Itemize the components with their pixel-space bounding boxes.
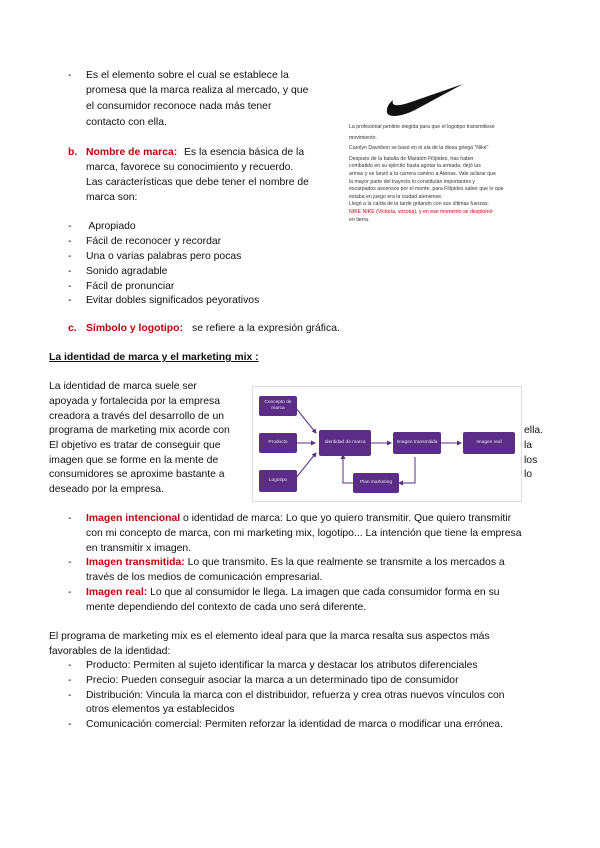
section-heading: La identidad de marca y el marketing mix : xyxy=(49,352,259,363)
section-title: Nombre de marca: xyxy=(86,147,178,158)
bullet-dash: - xyxy=(68,221,72,232)
caption-line: estaba en juego era la ciudad ateniense. xyxy=(349,193,443,200)
section-letter: c. xyxy=(68,323,77,334)
paragraph-line: la xyxy=(524,440,533,451)
item-text: en transmitir x imagen. xyxy=(86,543,192,554)
intro-line: el consumidor reconoce nada más tener xyxy=(86,101,272,112)
list-item: Comunicación comercial: Permiten reforzar la identidad de marca o modificar una errónea. xyxy=(86,719,503,730)
nike-caption xyxy=(349,124,545,224)
item-label: Imagen real: xyxy=(86,587,148,598)
paragraph-line: lo xyxy=(524,469,533,480)
item-label: Imagen transmitida: xyxy=(86,557,185,568)
paragraph-line: favorables de la identidad: xyxy=(49,646,171,657)
paragraph-line: creadora a través del desarrollo de un xyxy=(49,411,225,422)
marketing-mix-diagram xyxy=(252,386,522,502)
item-text: Lo que transmito. Es la que realmente se transmite a los mercados a xyxy=(187,557,505,568)
bullet-dash: - xyxy=(68,660,72,671)
bullet-dash: - xyxy=(68,587,72,598)
diagram-node: Imagen transmitida xyxy=(393,432,441,454)
paragraph-line: ella. xyxy=(524,425,544,436)
list-item: Evitar dobles significados peyorativos xyxy=(86,295,260,306)
section-text: Es la esencia básica de la xyxy=(184,147,305,158)
paragraph-line: consumidores se aproxime bastante a xyxy=(49,469,225,480)
caption-line: combatido en su ejército hasta agotar la armada, dejó las xyxy=(349,163,481,170)
nike-swoosh-icon xyxy=(385,82,465,118)
list-item: Fácil de reconocer y recordar xyxy=(86,236,222,247)
paragraph-line: apoyada y fortalecida por la empresa xyxy=(49,396,220,407)
paragraph-line: La identidad de marca suele ser xyxy=(49,381,197,392)
bullet-dash: - xyxy=(68,557,72,568)
section-text: marca, favorece su conocimiento y recuerdo. xyxy=(86,162,294,173)
paragraph-line: los xyxy=(524,455,538,466)
caption-line: escarpados ascensos por el monte, para Filípides saber que lo que xyxy=(349,186,504,193)
diagram-node: Logotipo xyxy=(259,470,297,492)
bullet-dash: - xyxy=(68,719,72,730)
nike-logo-image xyxy=(345,76,545,251)
paragraph-line: imagen que se forme en la mente de xyxy=(49,455,219,466)
caption-line-highlight: NIKE NIKE (Victoria, victoria), y en ese momento se desplomó xyxy=(349,208,493,215)
list-item xyxy=(86,586,500,601)
item-label: Imagen intencional xyxy=(86,513,181,524)
bullet-dash: - xyxy=(68,675,72,686)
bullet-dash: - xyxy=(68,251,72,262)
item-text: Lo que al consumidor le llega. La imagen que cada consumidor forma en su xyxy=(150,587,500,598)
caption-line: La profesional penitrie elegida para que el logotipo transmitiese xyxy=(349,124,495,130)
bullet-dash: - xyxy=(68,266,72,277)
list-item: Precio: Pueden conseguir asociar la marca a un determinado tipo de consumidor xyxy=(86,675,459,686)
intro-line: promesa que la marca realiza al mercado, y que xyxy=(86,85,309,96)
bullet-dash: - xyxy=(68,690,72,701)
caption-line: Carolyn Davidson se basó en el ala de la diosa griega "Niké" xyxy=(349,145,489,152)
list-item xyxy=(86,556,505,571)
caption-line: movimiento. xyxy=(349,134,377,141)
item-text: través de los medios de comunicación empresarial. xyxy=(86,572,323,583)
caption-line: armas y se lanzó a la carrera camino a Atenas. Vale aclarar que xyxy=(349,170,496,177)
section-letter: b. xyxy=(68,147,78,158)
item-text: mente dependiendo del contexto de cada uno será diferente. xyxy=(86,602,367,613)
bullet-dash: - xyxy=(68,295,72,306)
caption-line: Llegó a la caída de la tarde gritando con sus últimas fuerzas: xyxy=(349,201,489,208)
caption-line: la mayor parte del trayecto lo constituían importantes y xyxy=(349,178,476,185)
list-item: Sonido agradable xyxy=(86,266,168,277)
section-text: marca son: xyxy=(86,192,138,203)
section-text: Las características que debe tener el nombre de xyxy=(86,177,309,188)
section-title: Símbolo y logotipo: xyxy=(86,323,183,334)
diagram-node: Identidad de marca xyxy=(319,430,371,456)
diagram-node: Imagen real xyxy=(463,432,515,454)
item-text: o identidad de marca: Lo que yo quiero transmitir. Que quiero transmitir xyxy=(183,513,512,524)
section-text: se refiere a la expresión gráfica. xyxy=(192,323,340,334)
list-item: Producto: Permiten al sujeto identificar la marca y destacar los atributos diferenciales xyxy=(86,660,478,671)
intro-line: contacto con ella. xyxy=(86,117,167,128)
diagram-node: Producto xyxy=(259,433,297,453)
diagram-node: Concepto de marca xyxy=(259,396,297,416)
list-item: Distribución: Vincula la marca con el distribuidor, refuerza y crea otras nuevos vínculos con xyxy=(86,690,505,701)
list-item: Fácil de pronunciar xyxy=(86,281,175,292)
paragraph-line: El programa de marketing mix es el elemento ideal para que la marca resalta sus aspectos más xyxy=(49,631,490,642)
bullet-dash: - xyxy=(68,281,72,292)
paragraph-line: deseado por la empresa. xyxy=(49,484,164,495)
bullet-dash: - xyxy=(68,70,72,81)
paragraph-line: El objetivo es tratar de conseguir que xyxy=(49,440,221,451)
diagram-node: Plan marketing xyxy=(353,473,399,493)
list-item xyxy=(86,512,511,527)
list-item: Una o varias palabras pero pocas xyxy=(86,251,242,262)
bullet-dash: - xyxy=(68,236,72,247)
intro-line: Es el elemento sobre el cual se establece la xyxy=(86,70,289,81)
bullet-dash: - xyxy=(68,513,72,524)
caption-line: Después de la batalla de Maratón Filípides, tras haber xyxy=(349,155,474,162)
paragraph-line: programa de marketing mix acorde con xyxy=(49,425,230,436)
caption-line: en tierra. xyxy=(349,216,370,223)
item-text: con mi concepto de marca, con mi marketing mix, logotipo... La intención que tiene la empresa xyxy=(86,528,522,539)
list-item: Apropiado xyxy=(86,221,136,232)
list-item: otros elementos ya establecidos xyxy=(86,704,235,715)
